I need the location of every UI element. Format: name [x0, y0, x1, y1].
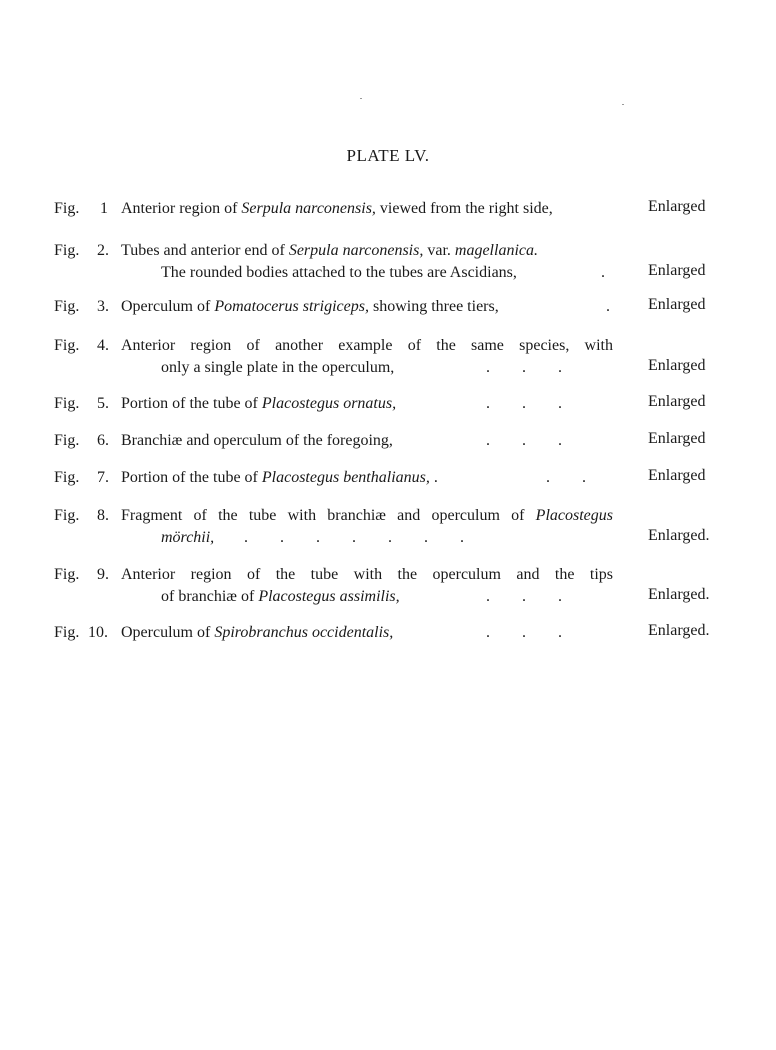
- fig-number: 4.: [97, 337, 109, 354]
- species-name: Serpula narconensis,: [241, 200, 376, 217]
- fig-number: 9.: [97, 566, 109, 583]
- dot-leader: . . .: [486, 395, 562, 412]
- description-line: [121, 240, 613, 262]
- fig-number: 6.: [97, 432, 109, 449]
- species-name: Pomatocerus strigiceps,: [214, 298, 369, 315]
- fig-label: Fig.: [54, 298, 80, 315]
- description-line: [121, 467, 613, 489]
- fig-number: 5.: [97, 395, 109, 412]
- fig-number: 1: [100, 200, 108, 217]
- dot-leader: . . .: [486, 359, 562, 376]
- fig-label: Fig.: [54, 395, 80, 412]
- species-name: mörchii,: [161, 529, 215, 546]
- species-name: magellanica.: [454, 242, 538, 259]
- fig-number: 7.: [97, 469, 109, 486]
- fig-description: [121, 296, 613, 318]
- description-text: Fragment of the tube with branchiæ and operculum of: [121, 507, 536, 524]
- description-text: .: [429, 469, 438, 486]
- dot-leader: .: [601, 264, 605, 281]
- fig-label: Fig.: [54, 566, 80, 583]
- species-name: Placostegus ornatus,: [261, 395, 397, 412]
- magnification-note: Enlarged: [648, 357, 706, 374]
- dot-leader: . . . . . . .: [244, 529, 464, 546]
- description-line: [121, 564, 613, 586]
- description-text: only a single plate in the operculum,: [161, 359, 395, 376]
- fig-number: 8.: [97, 507, 109, 524]
- fig-description: [121, 198, 613, 220]
- description-text: Tubes and anterior end of: [121, 242, 289, 259]
- species-name: Placostegus assimilis,: [258, 588, 400, 605]
- magnification-note: Enlarged: [648, 430, 706, 447]
- magnification-note: Enlarged.: [648, 586, 710, 603]
- dot-leader: .: [606, 298, 610, 315]
- magnification-note: Enlarged.: [648, 622, 710, 639]
- species-name: Placostegus benthalianus,: [261, 469, 430, 486]
- description-line: [121, 198, 613, 220]
- fig-label: Fig.: [54, 242, 80, 259]
- description-line: [121, 335, 613, 357]
- magnification-note: Enlarged.: [648, 527, 710, 544]
- species-name: Placostegus: [535, 507, 613, 524]
- description-text: Portion of the tube of: [121, 395, 262, 412]
- magnification-note: Enlarged: [648, 296, 706, 313]
- description-text: of branchiæ of: [161, 588, 259, 605]
- dot-leader: . . .: [486, 432, 562, 449]
- fig-number: 2.: [97, 242, 109, 259]
- description-text: Anterior region of: [121, 200, 242, 217]
- fig-label: Fig.: [54, 507, 80, 524]
- description-text: Anterior region of the tube with the operculum and the tips: [121, 566, 613, 583]
- plate-title: PLATE LV.: [346, 146, 430, 165]
- fig-description: [121, 467, 613, 489]
- magnification-note: Enlarged: [648, 467, 706, 484]
- description-line: [121, 296, 613, 318]
- dot-leader: . . .: [486, 624, 562, 641]
- description-line: [121, 505, 613, 527]
- dot-leader: . .: [546, 469, 586, 486]
- magnification-note: Enlarged: [648, 393, 706, 410]
- description-text: Operculum of: [121, 298, 215, 315]
- fig-label: Fig.: [54, 469, 80, 486]
- dot-leader: . . .: [486, 588, 562, 605]
- description-text: Branchiæ and operculum of the foregoing,: [121, 432, 393, 449]
- species-name: Spirobranchus occidentalis,: [214, 624, 394, 641]
- paper-speck: [360, 98, 362, 99]
- description-text: showing three tiers,: [368, 298, 499, 315]
- species-name: Serpula narconensis,: [288, 242, 424, 259]
- description-text: The rounded bodies attached to the tubes are Ascidians,: [161, 264, 517, 281]
- description-text: Operculum of: [121, 624, 215, 641]
- fig-label: Fig.: [54, 200, 80, 217]
- fig-number: 3.: [97, 298, 109, 315]
- description-text: viewed from the right side,: [375, 200, 553, 217]
- description-line: [121, 262, 613, 284]
- description-text: Portion of the tube of: [121, 469, 262, 486]
- fig-number: 10.: [88, 624, 108, 641]
- magnification-note: Enlarged: [648, 198, 706, 215]
- fig-description: [121, 240, 613, 284]
- magnification-note: Enlarged: [648, 262, 706, 279]
- description-text: var.: [423, 242, 455, 259]
- fig-label: Fig.: [54, 337, 80, 354]
- description-text: Anterior region of another example of the same species, with: [121, 337, 613, 354]
- fig-label: Fig.: [54, 432, 80, 449]
- fig-label: Fig.: [54, 624, 80, 641]
- paper-speck: [622, 104, 624, 105]
